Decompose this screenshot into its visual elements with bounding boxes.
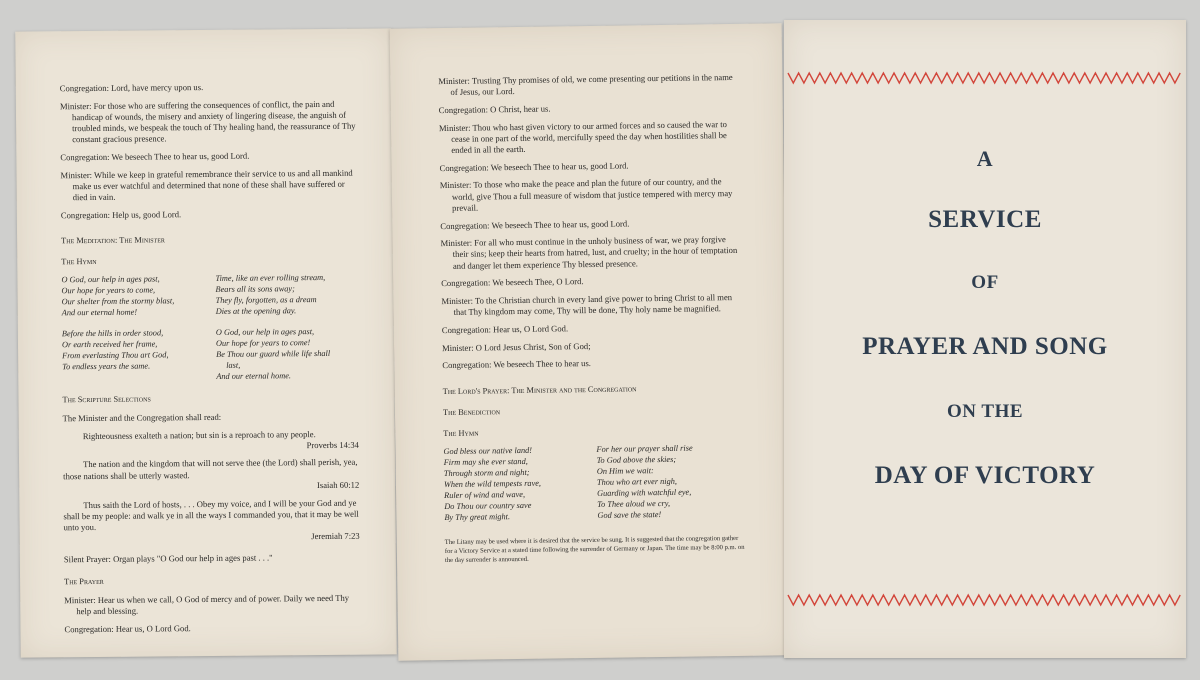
litany-line: Minister: Thou who hast given victory to our armed forces and so caused the war to cease in one part of the world, mercifully speed the day when hostilities shall be ended in all the earth. (438, 118, 727, 155)
hymn-line: Our hope for years to come, (61, 285, 156, 296)
hymn-line: Our shelter from the stormy blast, (61, 296, 175, 307)
intro-line: Congregation: We beseech Thee to hear us, good Lord. (60, 150, 250, 163)
litany-line: Minister: Trusting Thy promises of old, we come presenting our petitions in the name of Jesus, our Lord. (438, 71, 733, 98)
scripture-reference: Proverbs 14:34 (306, 439, 359, 450)
hymn-line: God bless our native land! (443, 445, 533, 457)
hymn-line: And our eternal home! (61, 307, 138, 318)
litany-line: Congregation: We beseech Thee to hear us, good Lord. (440, 217, 630, 231)
hymn-line: Ruler of wind and wave, (444, 489, 526, 500)
left-panel (15, 28, 396, 657)
scripture-reference: Jeremiah 7:23 (311, 530, 360, 542)
hymn-line: From everlasting Thou art God, (62, 350, 169, 361)
hymn-line: By Thy great might. (444, 511, 511, 522)
litany-note: The Litany may be used where it is desired that the service be sung. It is suggested that the congregation gather for a Victory Service at a stated time following the surrender of Germany or Japan. The time may be 8:00 p.m. on the day surrender is announced. (444, 534, 745, 564)
silent-prayer: Silent Prayer: Organ plays "O God our help in ages past . . ." (63, 552, 273, 565)
zigzag-border-top (784, 70, 1186, 86)
hymn-line: Our hope for years to come! (215, 338, 311, 348)
hymn-line: Through storm and night; (443, 467, 530, 479)
hymn-line: To Thee aloud we cry, (597, 498, 671, 509)
lords-prayer-heading: The Lord's Prayer: The Minister and the Congregation (442, 383, 637, 396)
hymn-line: To endless years the same. (62, 361, 151, 372)
hymn-line: O God, our help in ages past, (215, 327, 315, 337)
litany-line: Minister: For all who must continue in the unholy business of war, we pray forgive their sins; keep their hearts from hatred, lust, and cruelty; in the hour of temptation and danger let them experience Thy blessed presence. (440, 234, 738, 271)
hymn-line: And our eternal home. (216, 370, 291, 381)
zigzag-border-bottom (784, 592, 1186, 608)
scripture-text: Thus saith the Lord of hosts, . . . Obey my voice, and I will be your God and ye shall be my people: and walk ye in all the ways I commanded you, that it may be well unto you. (63, 497, 359, 533)
left-column (60, 81, 361, 642)
benediction-heading: The Benediction (442, 407, 501, 417)
hymn-line: Dies at the opening day. (215, 306, 297, 317)
litany-line: Minister: O Lord Jesus Christ, Son of God; (441, 340, 591, 353)
hymn-line: Before the hills in order stood, (61, 328, 164, 339)
cover-title-day-of-victory: DAY OF VICTORY (874, 462, 1096, 489)
litany-line: Congregation: Hear us, O Lord God. (441, 323, 569, 336)
cover-title-prayer-and-song: PRAYER AND SONG (862, 333, 1108, 360)
hymn-line: Be Thou our guard while life shall (216, 348, 331, 359)
meditation-heading: The Meditation: The Minister (61, 235, 165, 246)
hymn-line: God save the state! (597, 509, 662, 520)
hymn-verse-2 (62, 327, 358, 384)
cover-title-a: A (976, 146, 994, 171)
intro-line: Minister: While we keep in grateful remembrance their service to us and all mankind make us ever watchful and determined that none of these shall have suffered or died in vain. (60, 167, 353, 203)
hymn-line: O God, our help in ages past, (61, 274, 160, 285)
hymn-line: For her our prayer shall rise (596, 443, 693, 455)
litany-line: Minister: To the Christian church in every land give power to bring Christ to all men that Thy kingdom may come, Thy will be done, Thy holy name be magnified. (441, 292, 733, 318)
hymn-heading: The Hymn (61, 257, 97, 267)
scripture-text: The nation and the kingdom that will not serve thee (the Lord) shall perish, yea, those nations shall be utterly wasted. (63, 457, 358, 481)
hymn-line: When the wild tempests rave, (443, 478, 542, 489)
litany-line: Congregation: O Christ, hear us. (438, 103, 551, 115)
hymn-verse (443, 443, 744, 524)
scripture-text: Righteousness exalteth a nation; but sin is a reproach to any people. (82, 428, 316, 441)
hymn-line: To God above the skies; (596, 454, 677, 465)
hymn-line: Thou who art ever nigh, (596, 476, 677, 487)
intro-line: Minister: For those who are suffering the consequences of conflict, the pain and handicap of wounds, the misery and anxiety of lingering disease, the anguish of troubled minds, we bespeak the touch of Thy healing hand, the reassurance of Thy constant gracious presence. (59, 98, 356, 145)
litany-line: Congregation: We beseech Thee to hear us, good Lord. (439, 160, 629, 173)
cover-panel (784, 20, 1186, 658)
scripture-reference: Isaiah 60:12 (316, 479, 360, 490)
scripture-heading: The Scripture Selections (62, 394, 151, 404)
litany-line: Congregation: We beseech Thee, O Lord. (441, 276, 584, 289)
hymn-line: They fly, forgotten, as a dream (215, 295, 317, 306)
middle-panel (390, 23, 791, 660)
prayer-congregation: Congregation: Hear us, O Lord God. (64, 622, 191, 634)
prayer-minister: Minister: Hear us when we call, O God of mercy and of power. Daily we need Thy help and blessing. (64, 592, 350, 617)
hymn-line: Time, like an ever rolling stream, (215, 273, 326, 284)
intro-line: Congregation: Lord, have mercy upon us. (59, 82, 204, 94)
cover-title-service: SERVICE (928, 206, 1042, 233)
cover-title-on-the: ON THE (946, 401, 1024, 422)
hymn-line: Do Thou our country save (444, 500, 532, 511)
hymn-line: Or earth received her frame, (61, 339, 158, 350)
hymn-line: last, (226, 360, 241, 370)
litany-line: Congregation: We beseech Thee to hear us. (442, 358, 591, 371)
hymn-line: Bears all its sons away; (215, 284, 295, 295)
cover-title-of: OF (971, 272, 999, 293)
hymn-line: Firm may she ever stand, (443, 456, 528, 468)
hymn-line: Guarding with watchful eye, (597, 487, 692, 498)
middle-column (438, 72, 745, 572)
hymn-verse-1 (61, 273, 357, 319)
intro-line: Congregation: Help us, good Lord. (60, 209, 182, 221)
prayer-heading: The Prayer (64, 576, 104, 586)
scripture-intro: The Minister and the Congregation shall read: (62, 411, 222, 424)
hymn-line: On Him we wait: (596, 466, 654, 476)
hymn-heading: The Hymn (443, 428, 479, 439)
litany-line: Minister: To those who make the peace and plan the future of our country, and the world, give Thou a full measure of wisdom that justice tempered with mercy may prevail. (439, 176, 733, 213)
